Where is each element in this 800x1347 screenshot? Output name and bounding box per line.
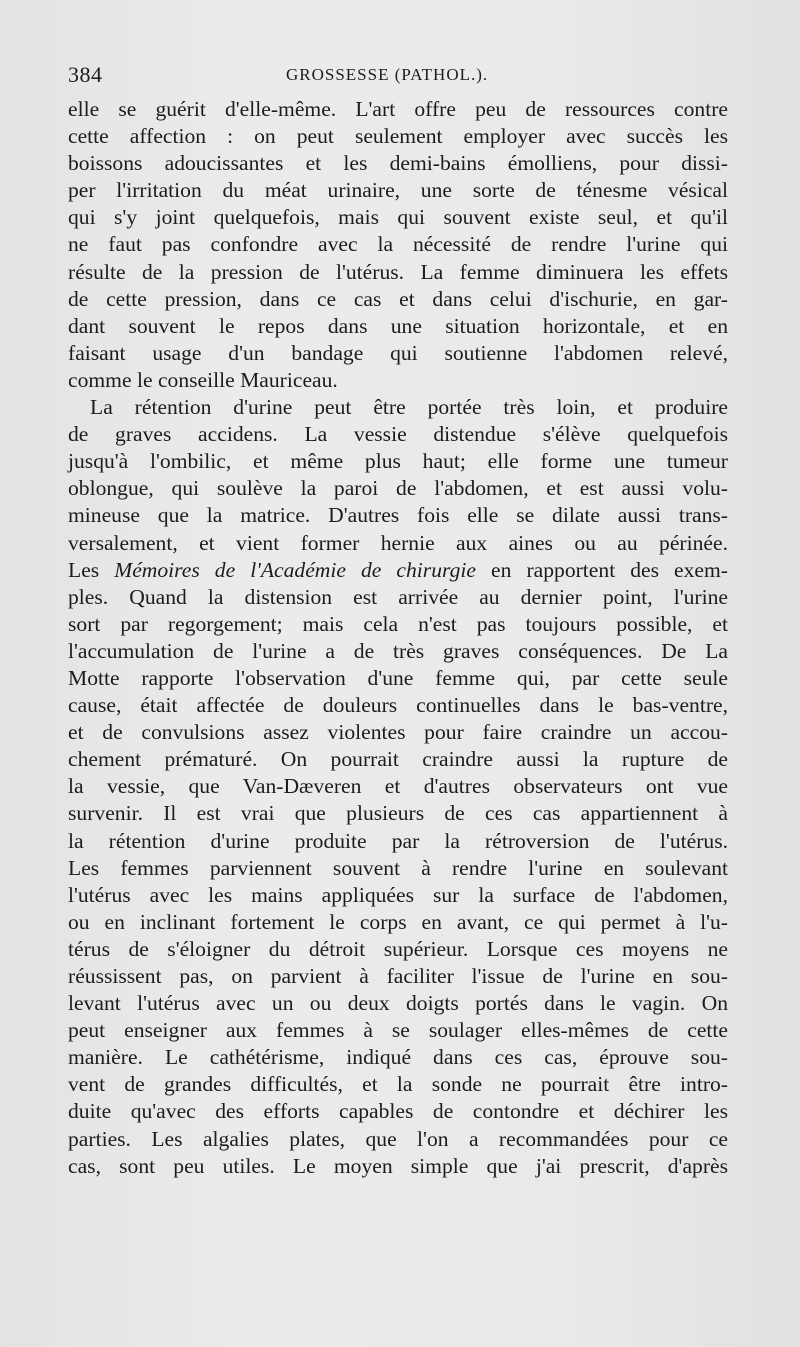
text-line: réussissent pas, on parvient à faciliter l'issue de l'urine en sou- <box>68 964 728 988</box>
text-line: de graves accidens. La vessie distendue s'élève quelquefois <box>68 422 728 447</box>
text-line-with-italic <box>68 557 728 584</box>
text-line: et de convulsions assez violentes pour faire craindre un accou- <box>68 720 728 745</box>
body-text <box>68 96 728 1180</box>
text-line: vent de grandes difficultés, et la sonde ne pourrait être intro- <box>68 1072 728 1097</box>
text-line: térus de s'éloigner du détroit supérieur. Lorsque ces moyens ne <box>68 936 728 961</box>
text-line: boissons adoucissantes et les demi-bains émolliens, pour dissi- <box>68 151 728 176</box>
text-line: levant l'utérus avec un ou deux doigts portés dans le vagin. On <box>68 991 728 1016</box>
text-line: cette affection : on peut seulement employer avec succès les <box>68 124 728 149</box>
text-line: versalement, et vient former hernie aux aines ou au périnée. <box>68 530 728 555</box>
text-line: ne faut pas confondre avec la nécessité de rendre l'urine qui <box>68 232 728 257</box>
running-head: GROSSESSE (PATHOL.). <box>286 65 489 84</box>
text-line: l'accumulation de l'urine a de très graves conséquences. De La <box>68 638 728 663</box>
text-line: dant souvent le repos dans une situation horizontale, et en <box>68 313 728 338</box>
text-line: mineuse que la matrice. D'autres fois elle se dilate aussi trans- <box>68 503 728 528</box>
line-start: Les <box>68 557 115 582</box>
text-line: comme le conseille Mauriceau. <box>68 367 338 392</box>
text-line: survenir. Il est vrai que plusieurs de ces cas appartiennent à <box>68 801 728 826</box>
text-line: chement prématuré. On pourrait craindre aussi la rupture de <box>68 747 728 772</box>
text-line: faisant usage d'un bandage qui soutienne l'abdomen relevé, <box>68 340 728 365</box>
text-line: duite qu'avec des efforts capables de contondre et déchirer les <box>68 1099 728 1124</box>
page-number: 384 <box>68 62 103 87</box>
text-line: jusqu'à l'ombilic, et même plus haut; elle forme une tumeur <box>68 449 728 474</box>
text-line: ples. Quand la distension est arrivée au dernier point, l'urine <box>68 584 728 609</box>
text-line: qui s'y joint quelquefois, mais qui souvent existe seul, et qu'il <box>68 205 728 230</box>
text-line: per l'irritation du méat urinaire, une sorte de ténesme vésical <box>68 178 728 203</box>
page-header <box>68 62 728 92</box>
text-line: la vessie, que Van-Dæveren et d'autres observateurs ont vue <box>68 774 728 799</box>
text-line: manière. Le cathétérisme, indiqué dans ces cas, éprouve sou- <box>68 1045 728 1070</box>
text-line: parties. Les algalies plates, que l'on a recommandées pour ce <box>68 1126 728 1151</box>
text-line: la rétention d'urine produite par la rétroversion de l'utérus. <box>68 828 728 853</box>
text-line: cause, était affectée de douleurs continuelles dans le bas-ventre, <box>68 693 728 718</box>
text-line: de cette pression, dans ce cas et dans celui d'ischurie, en gar- <box>68 286 728 311</box>
text-line: peut enseigner aux femmes à se soulager elles-mêmes de cette <box>68 1018 728 1043</box>
text-line: elle se guérit d'elle-même. L'art offre peu de ressources contre <box>68 97 728 121</box>
paragraph-first-line: La rétention d'urine peut être portée très loin, et produire <box>90 395 728 420</box>
italic-title: Mémoires de l'Académie de chirurgie <box>114 557 476 582</box>
text-line: Les femmes parviennent souvent à rendre l'urine en soulevant <box>68 855 728 880</box>
text-line: oblongue, qui soulève la paroi de l'abdomen, et est aussi volu- <box>68 476 728 501</box>
text-line: résulte de la pression de l'utérus. La femme diminuera les effets <box>68 259 728 284</box>
text-line: sort par regorgement; mais cela n'est pas toujours possible, et <box>68 611 728 636</box>
text-line: ou en inclinant fortement le corps en avant, ce qui permet à l'u- <box>68 909 728 934</box>
text-line: Motte rapporte l'observation d'une femme qui, par cette seule <box>68 665 728 690</box>
line-end: en rapportent des exem- <box>476 557 728 582</box>
text-line: l'utérus avec les mains appliquées sur la surface de l'abdomen, <box>68 882 728 907</box>
text-line: cas, sont peu utiles. Le moyen simple que j'ai prescrit, d'après <box>68 1153 728 1178</box>
